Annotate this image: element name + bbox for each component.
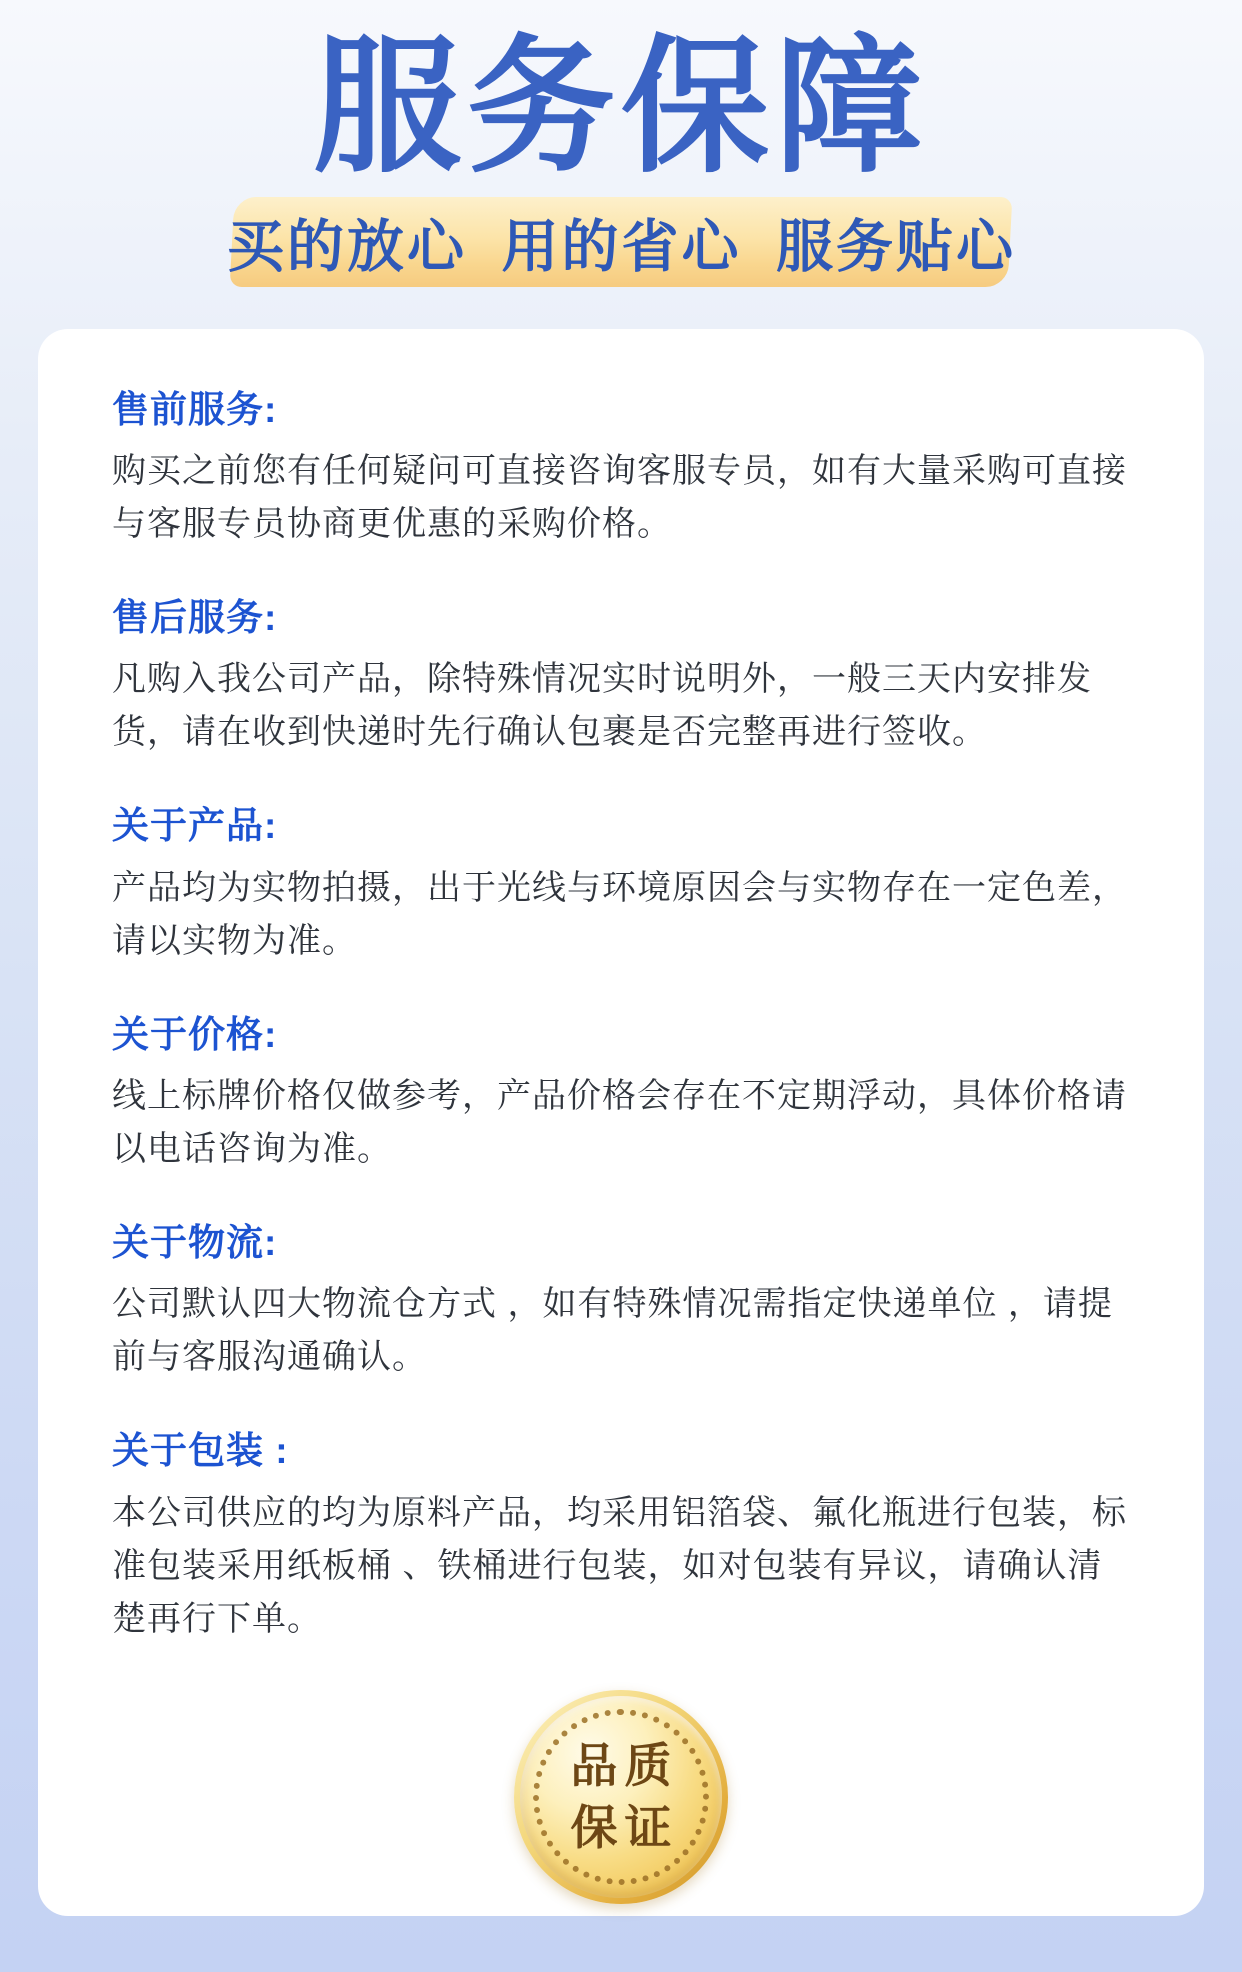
badge-text-line1: 品质: [570, 1738, 679, 1792]
section-heading: 关于产品:: [112, 805, 278, 847]
section-product: [112, 803, 1130, 967]
service-card: [38, 329, 1204, 1916]
page-title: 服务保障: [313, 27, 929, 191]
section-body: 本公司供应的均为原料产品，均采用铝箔袋、氟化瓶进行包装，标准包装采用纸板桶 、铁桶进行包装，如对包装有异议，请确认清楚再行下单。: [112, 1493, 1127, 1638]
section-body: 产品均为实物拍摄，出于光线与环境原因会与实物存在一定色差，请以实物为准。: [112, 868, 1127, 960]
section-body: 凡购入我公司产品，除特殊情况实时说明外，一般三天内安排发货，请在收到快递时先行确认包裹是否完整再进行签收。: [112, 660, 1092, 752]
section-body: 购买之前您有任何疑问可直接咨询客服专员，如有大量采购可直接与客服专员协商更优惠的采购价格。: [112, 452, 1127, 544]
section-body: 线上标牌价格仅做参考，产品价格会存在不定期浮动，具体价格请以电话咨询为准。: [112, 1076, 1127, 1169]
section-heading: 关于物流:: [112, 1222, 278, 1264]
section-heading: 关于包装 :: [112, 1430, 289, 1472]
section-heading: 售后服务:: [112, 597, 278, 639]
section-presale: [112, 387, 1130, 551]
section-logistics: [112, 1220, 1130, 1384]
gold-coin-rim: [514, 1690, 728, 1904]
section-heading: 关于价格:: [112, 1013, 278, 1055]
section-price: [112, 1012, 1130, 1176]
section-body: 公司默认四大物流仓方式 ，如有特殊情况需指定快递单位 ，请提前与客服沟通确认。: [112, 1285, 1113, 1377]
banner-text: 买的放心 用的省心 服务贴心: [226, 215, 1016, 279]
section-packaging: [112, 1428, 1130, 1645]
gold-coin-face: [520, 1696, 722, 1898]
section-aftersale: [112, 595, 1130, 759]
quality-badge: [112, 1690, 1130, 1904]
coin-dotted-ring: [533, 1709, 709, 1885]
badge-text-line2: 保证: [570, 1800, 679, 1854]
section-heading: 售前服务:: [112, 388, 278, 430]
banner-ribbon: [226, 197, 1016, 287]
